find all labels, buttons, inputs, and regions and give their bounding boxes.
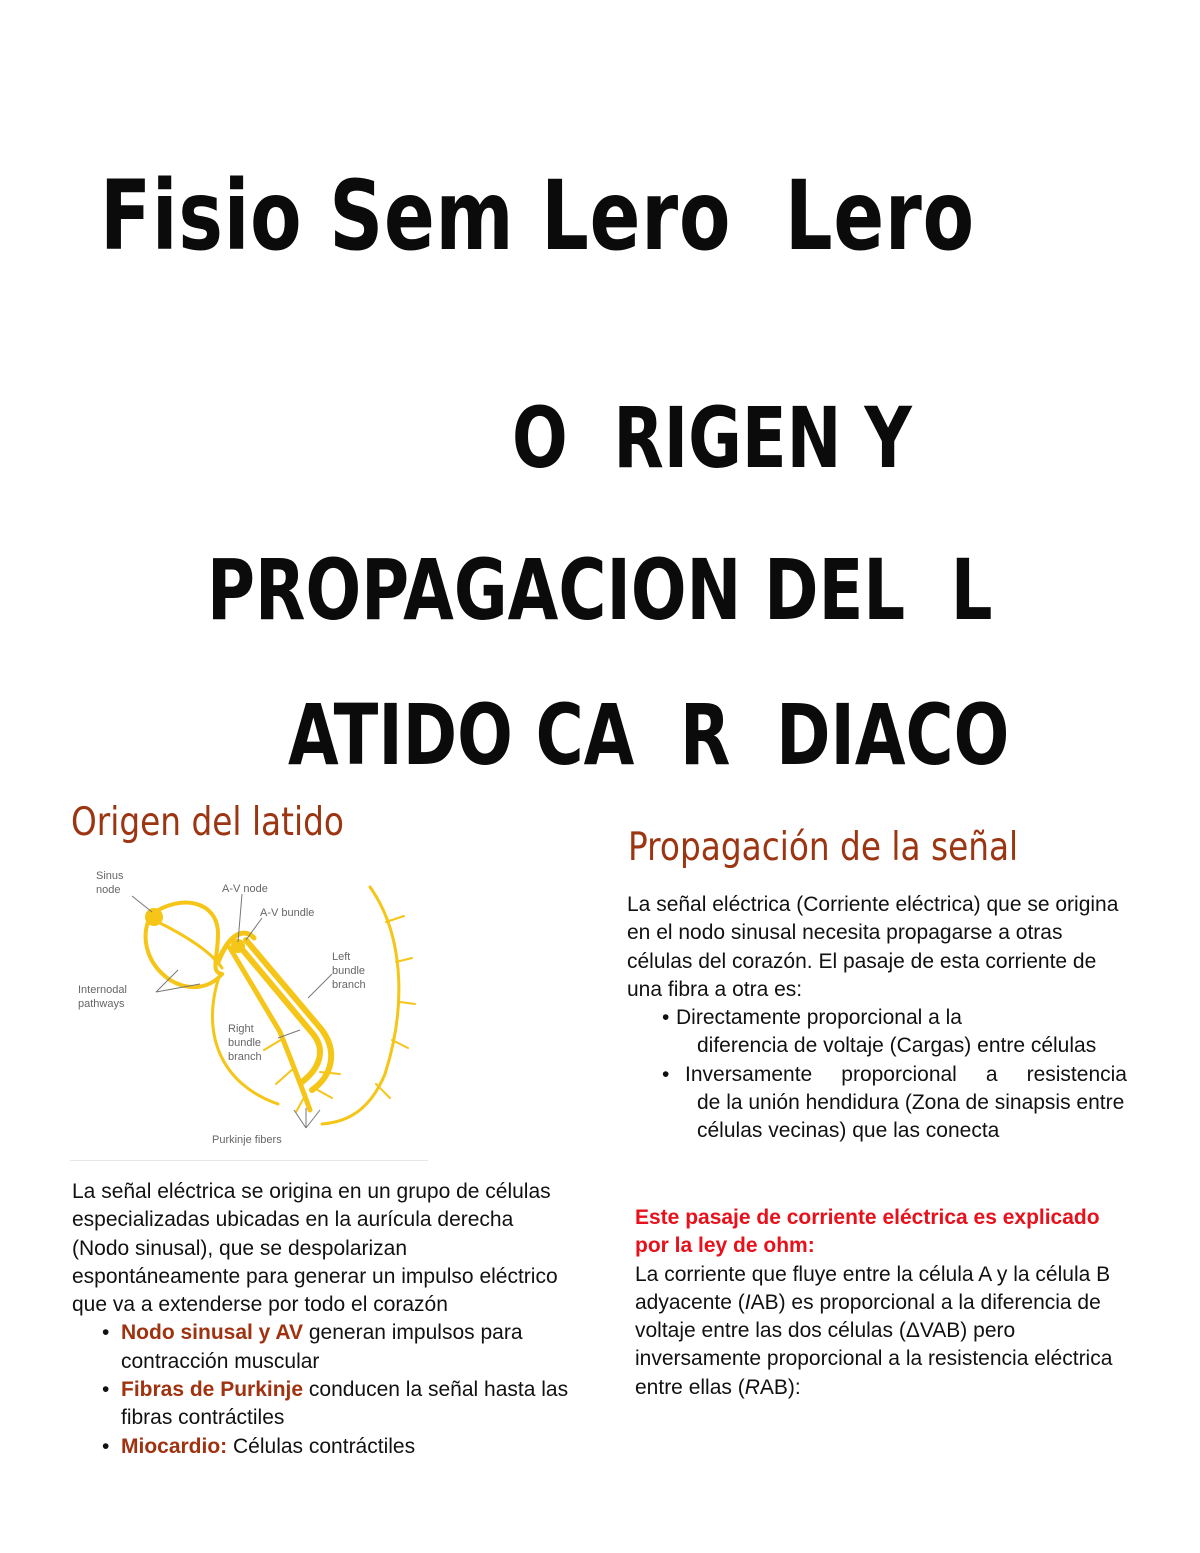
bullet-lead: Directamente proporcional a la [676,1006,962,1030]
bullet-lead-word: a [985,1062,998,1086]
list-item [72,1376,572,1433]
label-right-bundle-2: bundle [228,1037,262,1049]
bullet-text: Células contráctiles [227,1434,416,1458]
ohm-law-block [635,1204,1135,1402]
label-left-bundle-3: branch [332,979,366,991]
bullet-term: Fibras de Purkinje [121,1378,304,1402]
bullet-dot: • [102,1434,110,1458]
diagram-labels [78,870,366,1146]
left-body [72,1178,572,1461]
ohm-text-part: La corriente que fluye entre la célula A y la célula B adyacente ( [635,1262,1111,1314]
left-bullet-list [72,1319,572,1460]
bullet-text: de la unión hendidura (Zona de sinapsis entre células vecinas) que las conecta [697,1091,1125,1143]
bullet-lead-word: proporcional [841,1062,957,1086]
bullet-dot: • [102,1321,110,1345]
right-bullet-list [627,1004,1127,1145]
ohm-text-part: AB) pero inversamente proporcional a la resistencia eléctrica entre ellas ( [635,1319,1113,1399]
page-title-line-2: O RIGEN Y [512,389,912,487]
ohm-law-text [635,1261,1135,1402]
list-item [72,1319,572,1376]
heart-conduction-diagram [70,862,430,1162]
bullet-lead [685,1061,1127,1089]
bullet-term: Miocardio: [121,1434,228,1458]
bullet-term: Nodo sinusal y AV [121,1321,304,1345]
symbol-current: I [744,1290,751,1314]
list-item [72,1433,572,1461]
symbol-resistance: R [744,1375,760,1399]
right-paragraph: La señal eléctrica (Corriente eléctrica) que se origina en el nodo sinusal necesita propagarse a otras células del corazón. El pasaje de esta corriente de una fibra a otra es: [627,893,1119,1001]
left-paragraph: La señal eléctrica se origina en un grupo de células especializadas ubicadas en la aurícula derecha (Nodo sinusal), que se despolarizan espontáneamente para generar un impulso eléctrico que va a extenderse por todo el corazón [72,1180,558,1317]
label-av-bundle: A-V bundle [260,907,315,919]
label-sinus-node-1: Sinus [96,870,124,882]
left-section-heading: Origen del latido [71,800,344,845]
conduction-system-drawing [145,887,415,1124]
label-av-node: A-V node [222,883,268,895]
ohm-text-part: AB) es proporcional a la diferencia de voltaje entre las dos células ( [635,1290,1101,1343]
page-title-line-1: Fisio Sem Lero Lero [100,160,975,272]
label-sinus-node-2: node [96,884,121,896]
symbol-voltage-diff: ΔV [905,1319,933,1343]
label-internodal-2: pathways [78,998,125,1010]
label-left-bundle-2: bundle [332,965,366,977]
label-purkinje: Purkinje fibers [212,1134,282,1146]
page-title-line-3: PROPAGACION DEL L [207,541,993,639]
ohm-law-heading: Este pasaje de corriente eléctrica es explicado por la ley de ohm: [635,1206,1100,1258]
bullet-text: conducen la señal hasta las fibras contráctiles [121,1378,569,1430]
right-section-heading: Propagación de la señal [628,825,1019,870]
bullet-text: diferencia de voltaje (Cargas) entre células [697,1034,1097,1058]
bullet-dot: • [662,1062,670,1086]
bullet-text: generan impulsos para contracción muscular [121,1321,523,1373]
bullet-dot: • [102,1378,110,1402]
label-internodal-1: Internodal [78,984,127,996]
bullet-dot: • [662,1006,670,1030]
bullet-lead-word: resistencia [1026,1062,1127,1086]
figure-divider [70,1160,428,1161]
bullet-lead-word: Inversamente [685,1062,813,1086]
right-body [627,891,1127,1146]
list-item [627,1061,1127,1146]
list-item [627,1004,1127,1061]
ohm-text-part: AB): [759,1375,801,1399]
label-right-bundle-3: branch [228,1051,262,1063]
label-right-bundle-1: Right [228,1023,254,1035]
page-title-line-4: ATIDO CA R DIACO [288,686,1010,784]
label-left-bundle-1: Left [332,951,351,963]
